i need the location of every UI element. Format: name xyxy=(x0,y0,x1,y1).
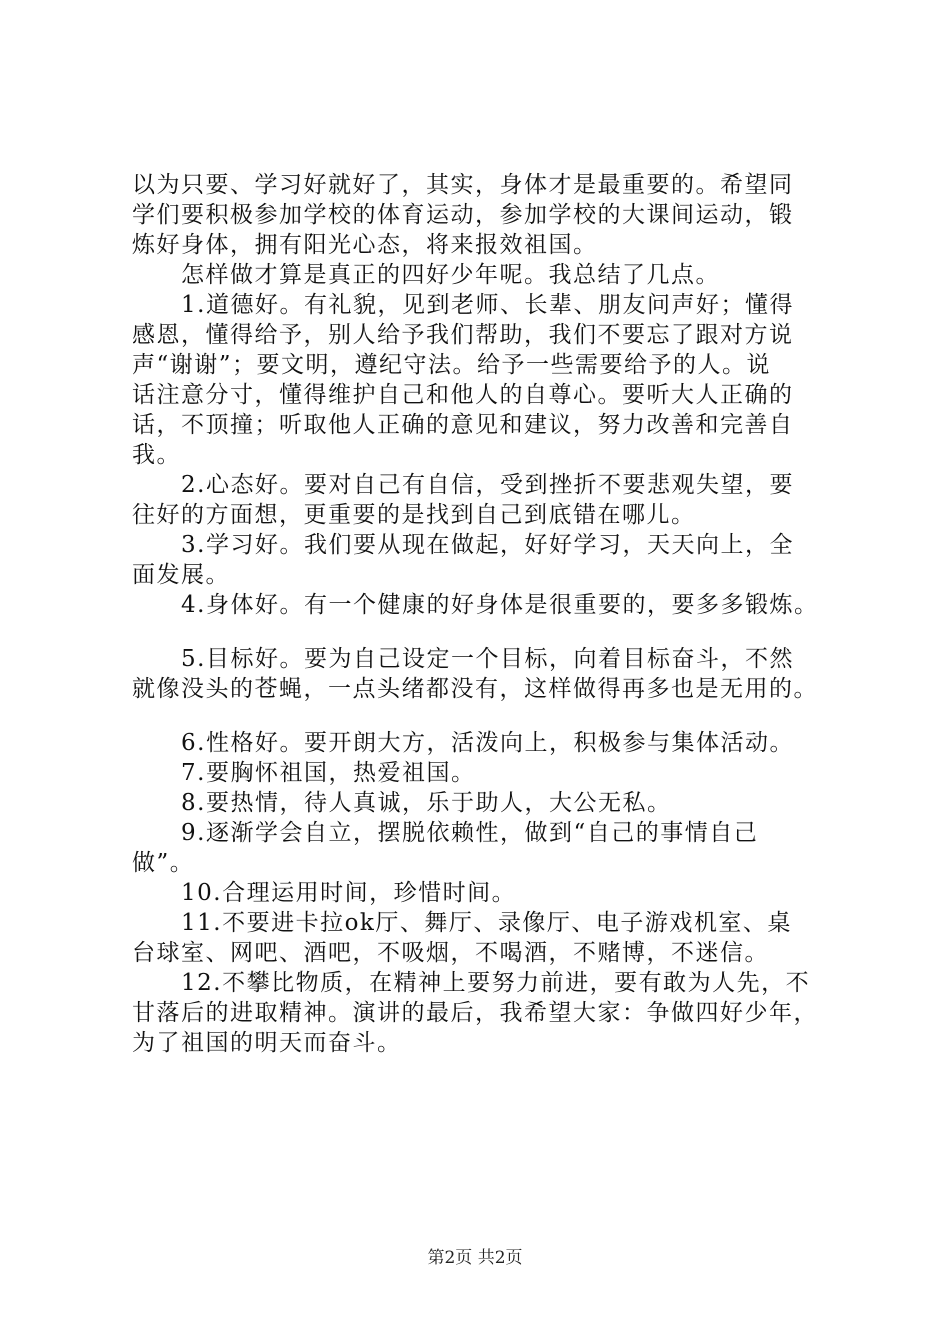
text-line: 声“谢谢”；要文明，遵纪守法。给予一些需要给予的人。说 xyxy=(132,352,772,378)
text-line: 为了祖国的明天而奋斗。 xyxy=(132,1030,402,1056)
document-body xyxy=(132,170,844,1058)
text-line: 话，不顶撞；听取他人正确的意见和建议，努力改善和完善自 xyxy=(132,412,794,438)
text-line: 往好的方面想，更重要的是找到自己到底错在哪儿。 xyxy=(132,502,696,528)
text-line: 4.身体好。有一个健康的好身体是很重要的，要多多锻炼。 xyxy=(132,592,819,618)
text-line: 炼好身体，拥有阳光心态，将来报效祖国。 xyxy=(132,232,598,258)
blank-line xyxy=(132,620,844,644)
text-line: 6.性格好。要开朗大方，活泼向上，积极参与集体活动。 xyxy=(132,730,794,756)
text-line: 面发展。 xyxy=(132,562,230,588)
text-line: 9.逐渐学会自立，摆脱依赖性，做到“自己的事情自己 xyxy=(132,820,759,846)
blank-line xyxy=(132,704,844,728)
text-line: 10.合理运用时间，珍惜时间。 xyxy=(132,880,517,906)
text-line: 7.要胸怀祖国，热爱祖国。 xyxy=(132,760,476,786)
text-line: 2.心态好。要对自己有自信，受到挫折不要悲观失望，要 xyxy=(132,472,794,498)
text-line: 5.目标好。要为自己设定一个目标，向着目标奋斗，不然 xyxy=(132,646,794,672)
page-footer xyxy=(0,1243,950,1268)
text-line: 甘落后的进取精神。演讲的最后，我希望大家：争做四好少年， xyxy=(132,1000,818,1026)
text-line: 我。 xyxy=(132,442,181,468)
text-line: 11.不要进卡拉ok厅、舞厅、录像厅、电子游戏机室、桌 xyxy=(132,910,792,936)
text-line: 以为只要、学习好就好了，其实，身体才是最重要的。希望同 xyxy=(132,172,794,198)
text-line: 12.不攀比物质，在精神上要努力前进，要有敢为人先，不 xyxy=(132,970,811,996)
page-indicator: 第2页 共2页 xyxy=(427,1248,523,1268)
text-line: 3.学习好。我们要从现在做起，好好学习，天天向上，全 xyxy=(132,532,794,558)
text-line: 话注意分寸，懂得维护自己和他人的自尊心。要听大人正确的 xyxy=(132,382,794,408)
text-line: 8.要热情，待人真诚，乐于助人，大公无私。 xyxy=(132,790,672,816)
text-line: 怎样做才算是真正的四好少年呢。我总结了几点。 xyxy=(132,262,720,288)
text-line: 台球室、网吧、酒吧，不吸烟，不喝酒，不赌博，不迷信。 xyxy=(132,940,769,966)
text-line: 就像没头的苍蝇，一点头绪都没有，这样做得再多也是无用的。 xyxy=(132,676,818,702)
text-line: 1.道德好。有礼貌，见到老师、长辈、朋友问声好；懂得 xyxy=(132,292,794,318)
text-line: 做”。 xyxy=(132,850,195,876)
text-line: 感恩，懂得给予，别人给予我们帮助，我们不要忘了跟对方说 xyxy=(132,322,794,348)
text-line: 学们要积极参加学校的体育运动，参加学校的大课间运动，锻 xyxy=(132,202,794,228)
